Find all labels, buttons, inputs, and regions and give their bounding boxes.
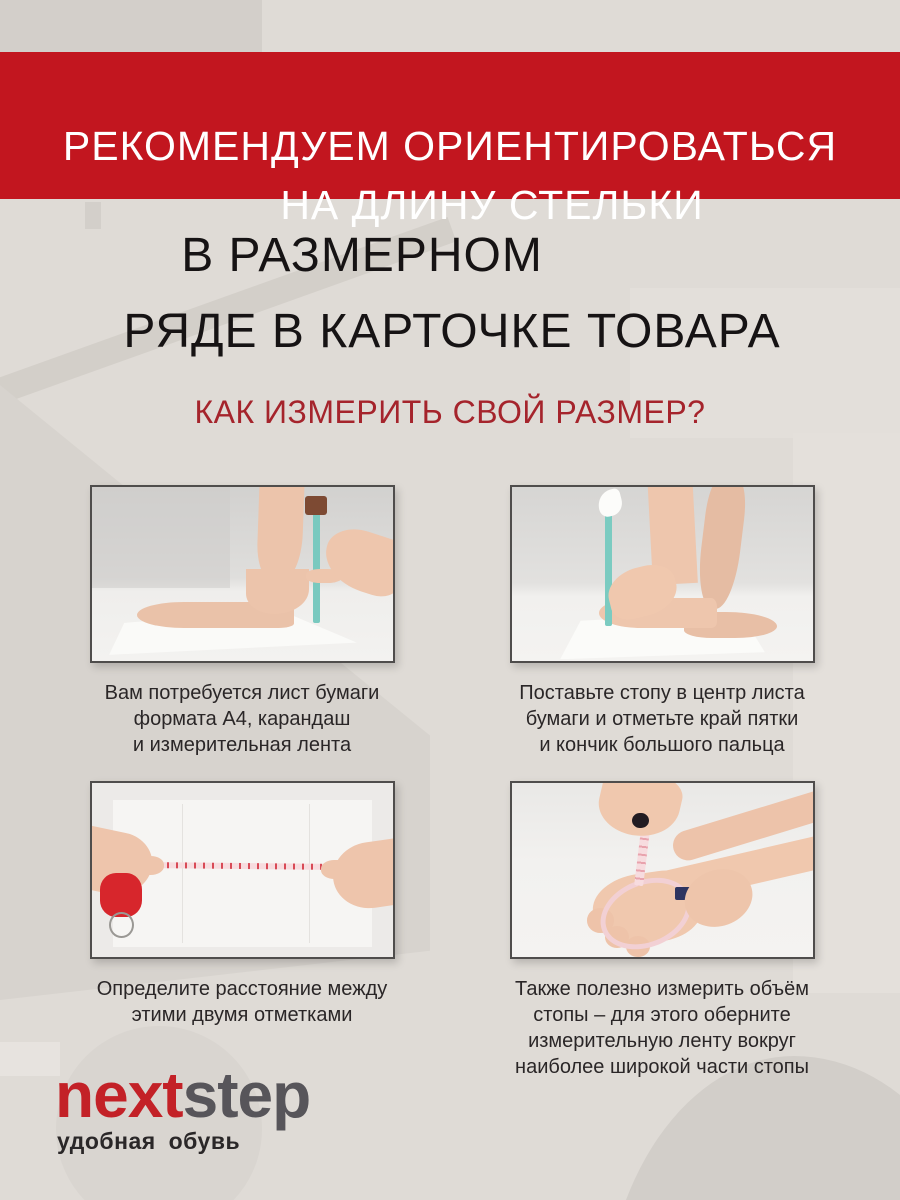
recommendation-banner (0, 52, 900, 228)
caption-line: и кончик большого пальца (539, 734, 785, 756)
bg-shape-top-left-block (0, 0, 262, 52)
photo-step-1-materials (90, 485, 395, 663)
photo-step-4-measure-girth (510, 781, 815, 959)
caption-step-1 (52, 680, 432, 758)
caption-line: стопы – для этого оберните (533, 1004, 791, 1026)
brand-tagline: удобная обувь (57, 1128, 241, 1154)
right-finger-illustration (321, 860, 351, 879)
painted-nail-illustration (632, 813, 649, 829)
paper-fold-line (182, 804, 183, 943)
heading-line-2: РЯДЕ В КАРТОЧКЕ ТОВАРА (123, 305, 781, 358)
caption-line: Определите расстояние между (96, 978, 388, 1000)
banner-line-1: РЕКОМЕНДУЕМ ОРИЕНТИРОВАТЬСЯ (62, 123, 838, 169)
paper-fold-line (309, 804, 310, 943)
bg-shape-corner-rect (0, 1042, 60, 1076)
caption-line: этими двумя отметками (131, 1004, 353, 1026)
caption-line: Вам потребуется лист бумаги (104, 682, 380, 704)
caption-line: наиболее широкой части стопы (515, 1056, 809, 1078)
brand-logo (55, 1059, 311, 1131)
photo1-wall-shadow (92, 487, 230, 588)
logo-part-step: step (182, 1059, 311, 1131)
banner-line-2: НА ДЛИНУ СТЕЛЬКИ (280, 182, 704, 228)
caption-line: формата А4, карандаш (133, 708, 351, 730)
logo-part-next: next (55, 1059, 183, 1131)
how-to-measure-title: КАК ИЗМЕРИТЬ СВОЙ РАЗМЕР? (194, 394, 706, 430)
caption-line: бумаги и отметьте край пятки (525, 708, 799, 730)
pencil-topper-illustration (305, 496, 327, 515)
pencil-illustration (313, 504, 320, 622)
photo-step-3-measure-distance (90, 781, 395, 959)
heading-line-1: В РАЗМЕРНОМ (181, 229, 543, 282)
left-finger-illustration (134, 856, 164, 875)
caption-step-4 (472, 976, 852, 1080)
tape-case-ring-illustration (109, 912, 134, 939)
caption-line: Поставьте стопу в центр листа (519, 682, 805, 704)
tape-case-illustration (100, 873, 142, 917)
photo-step-2-mark-foot (510, 485, 815, 663)
caption-line: Также полезно измерить объём (515, 978, 809, 1000)
caption-step-2 (472, 680, 852, 758)
caption-step-3 (52, 976, 432, 1028)
caption-line: и измерительная лента (132, 734, 352, 756)
caption-line: измерительную ленту вокруг (528, 1030, 796, 1052)
